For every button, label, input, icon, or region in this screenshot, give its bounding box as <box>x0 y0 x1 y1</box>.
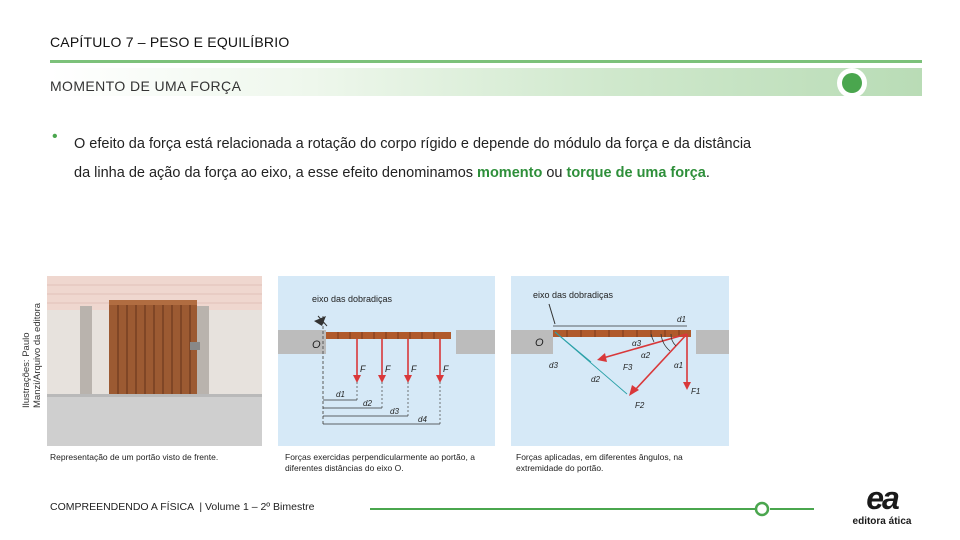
fig2-force-4: F <box>443 364 449 374</box>
figure-gate-front <box>47 276 262 446</box>
editora-logo <box>842 482 922 530</box>
paragraph-end: . <box>705 165 710 181</box>
footer-line-right <box>770 508 814 510</box>
fig2-distance-3: d3 <box>390 407 399 416</box>
fig2-axis-label: eixo das dobradiças <box>312 294 393 304</box>
chapter-title: CAPÍTULO 7 – PESO E EQUILÍBRIO <box>50 34 290 50</box>
figure-perpendicular-forces <box>278 276 495 446</box>
fig3-f1-label: F1 <box>691 387 701 396</box>
paragraph-lead: O efeito da força está relacionada a rotação do corpo rígido e depende do módulo da força e da distância da linha de ação da força ao eixo, a esse efeito denominamos <box>74 136 752 181</box>
circle-badge-icon <box>832 66 872 100</box>
fig2-distance-1: d1 <box>336 390 345 399</box>
paragraph-connector: ou <box>542 165 567 181</box>
footer-circle-icon <box>754 501 770 517</box>
footer-line-left <box>370 508 755 510</box>
fig2-pivot-label: O <box>312 339 321 351</box>
fig3-pivot-label: O <box>535 337 544 349</box>
fig2-distance-2: d2 <box>363 399 372 408</box>
caption-gate-front: Representação de um portão visto de frente. <box>50 452 219 462</box>
fig3-alpha-2: α2 <box>641 351 651 360</box>
footer-text: COMPREENDENDO A FÍSICA | Volume 1 – 2º Bimestre <box>50 501 315 513</box>
fig3-d1-label: d1 <box>677 315 686 324</box>
bullet-icon: • <box>52 128 58 145</box>
body-paragraph <box>74 130 754 188</box>
logo-brand-name: editora ática <box>852 516 912 527</box>
term-torque: torque de uma força <box>566 165 706 181</box>
fig3-f2-label: F2 <box>635 401 645 410</box>
fig2-force-1: F <box>360 364 366 374</box>
logo-mark: ea <box>866 480 898 516</box>
term-momento: momento <box>477 165 543 181</box>
fig3-f3-label: F3 <box>623 363 633 372</box>
fig2-force-3: F <box>411 364 417 374</box>
caption-angled-forces: Forças aplicadas, em diferentes ângulos, na extremidade do portão. <box>516 452 683 473</box>
caption-perpendicular-forces: Forças exercidas perpendicularmente ao portão, a diferentes distâncias do eixo O. <box>285 452 475 473</box>
fig2-distance-4: d4 <box>418 415 427 424</box>
illustration-credit: Ilustrações: Paulo Manzi/Arquivo da editora <box>21 302 43 408</box>
fig3-alpha-1: α1 <box>674 361 684 370</box>
fig2-force-2: F <box>385 364 391 374</box>
fig3-d3-label: d3 <box>549 361 558 370</box>
fig3-axis-label: eixo das dobradiças <box>533 290 614 300</box>
fig3-d2-label: d2 <box>591 375 600 384</box>
header-divider <box>50 60 922 63</box>
fig3-alpha-3: α3 <box>632 339 642 348</box>
section-title: MOMENTO DE UMA FORÇA <box>50 78 242 94</box>
figure-angled-forces <box>511 276 729 446</box>
